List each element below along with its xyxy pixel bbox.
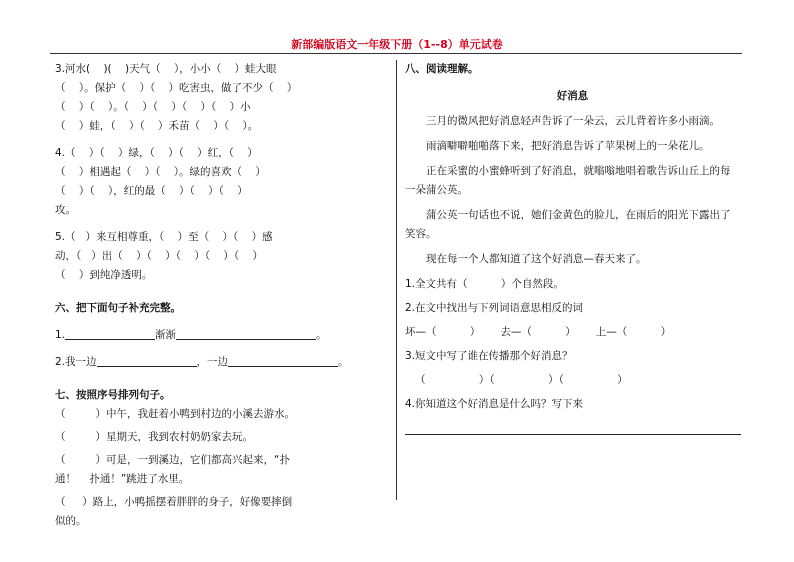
section-7-heading: 七、按照序号排列句子。 — [55, 389, 171, 401]
q4-line: 4.（ ）（ ）绿，（ ）（ ）红，（ ） — [55, 147, 258, 159]
question-3 — [55, 60, 385, 136]
section-8-heading: 八、阅读理解。 — [405, 63, 479, 75]
q5-line: （ ）到纯净透明。 — [55, 269, 153, 281]
question-4 — [55, 144, 385, 220]
s7-line: （ ）路上，小鸭摇摆着胖胖的身子，好像要摔倒 — [55, 496, 293, 508]
reading-question: 3.短文中写了谁在传播那个好消息？ — [405, 350, 573, 362]
story-title: 好消息 — [556, 90, 589, 102]
reading-question: 坏—（ ） 去—（ ） 上—（ ） — [405, 326, 672, 338]
s7-line: （ ）中午，我赶着小鸭到村边的小溪去游水。 — [55, 408, 296, 420]
q5-line: 5.（ ）来互相尊重，（ ）至（ ）（ ）感 — [55, 231, 273, 243]
reading-question: （ ）（ ）（ ） — [405, 374, 628, 386]
story-paragraph: 正在采蜜的小蜜蜂听到了好消息，就嗡嗡地唱着歌告诉山丘上的每一朵蒲公英。 — [405, 165, 731, 196]
header-rule — [50, 53, 742, 54]
story-paragraph: 蒲公英一句话也不说，她们金黄色的脸儿，在雨后的阳光下露出了笑容。 — [405, 209, 731, 240]
page-header-title: 新部编版语文一年级下册（1--8）单元试卷 — [291, 38, 503, 51]
q4-line: （ ）相遇起（ ）（ ）。绿的喜欢（ ） — [55, 166, 266, 178]
story-paragraph: 雨滴噼噼啪啪落下来，把好消息告诉了苹果树上的一朵花儿。 — [426, 140, 710, 152]
reading-question: 4.你知道这个好消息是什么吗？写下来 — [405, 398, 584, 410]
answer-blank[interactable] — [65, 326, 155, 340]
s7-line: 似的。 — [55, 515, 87, 527]
s7-line: （ ）星期天，我到农村奶奶家去玩。 — [55, 431, 254, 443]
q3-line: （ ）（ ）。（ ）（ ）（ ）（ ）小 — [55, 101, 251, 113]
left-column — [55, 60, 385, 531]
q3-line: （ ）蛙，（ ）（ ）禾苗（ ）（ ）。 — [55, 120, 259, 132]
question-5 — [55, 228, 385, 285]
answer-line[interactable] — [405, 434, 741, 435]
s6-item-1: 1. 渐渐 。 — [55, 326, 385, 345]
q4-line: 攻。 — [55, 204, 76, 216]
section-6-heading: 六、把下面句子补充完整。 — [55, 302, 181, 314]
reading-question: 1.全文共有（ ）个自然段。 — [405, 278, 564, 290]
q3-line: （ ）。保护（ ）（ ）吃害虫，做了不少（ ） — [55, 82, 298, 94]
story-paragraph: 现在每一个人都知道了这个好消息—春天来了。 — [426, 253, 647, 265]
answer-blank[interactable] — [228, 353, 338, 367]
q5-line: 动，（ ）出（ ）（ ）（ ）（ ）（ ） — [55, 250, 264, 262]
s7-line: （ ）可是，一到溪边，它们都高兴起来，“扑 — [55, 454, 290, 466]
answer-blank[interactable] — [176, 326, 316, 340]
s6-item-2: 2.我一边 ，一边 。 — [55, 353, 385, 372]
q3-line: 3.河水( )( )天气（ ），小小（ ）蛙大眼 — [55, 63, 277, 75]
q4-line: （ ）（ ），红的最（ ）（ ）（ ） — [55, 185, 248, 197]
column-divider — [396, 60, 397, 500]
right-column — [405, 60, 740, 435]
reading-question: 2.在文中找出与下列词语意思相反的词 — [405, 302, 584, 314]
answer-blank[interactable] — [97, 353, 197, 367]
s7-line: 通！ 扑通！”跳进了水里。 — [55, 473, 190, 485]
story-paragraph: 三月的微风把好消息轻声告诉了一朵云，云儿背着许多小雨滴。 — [426, 115, 720, 127]
